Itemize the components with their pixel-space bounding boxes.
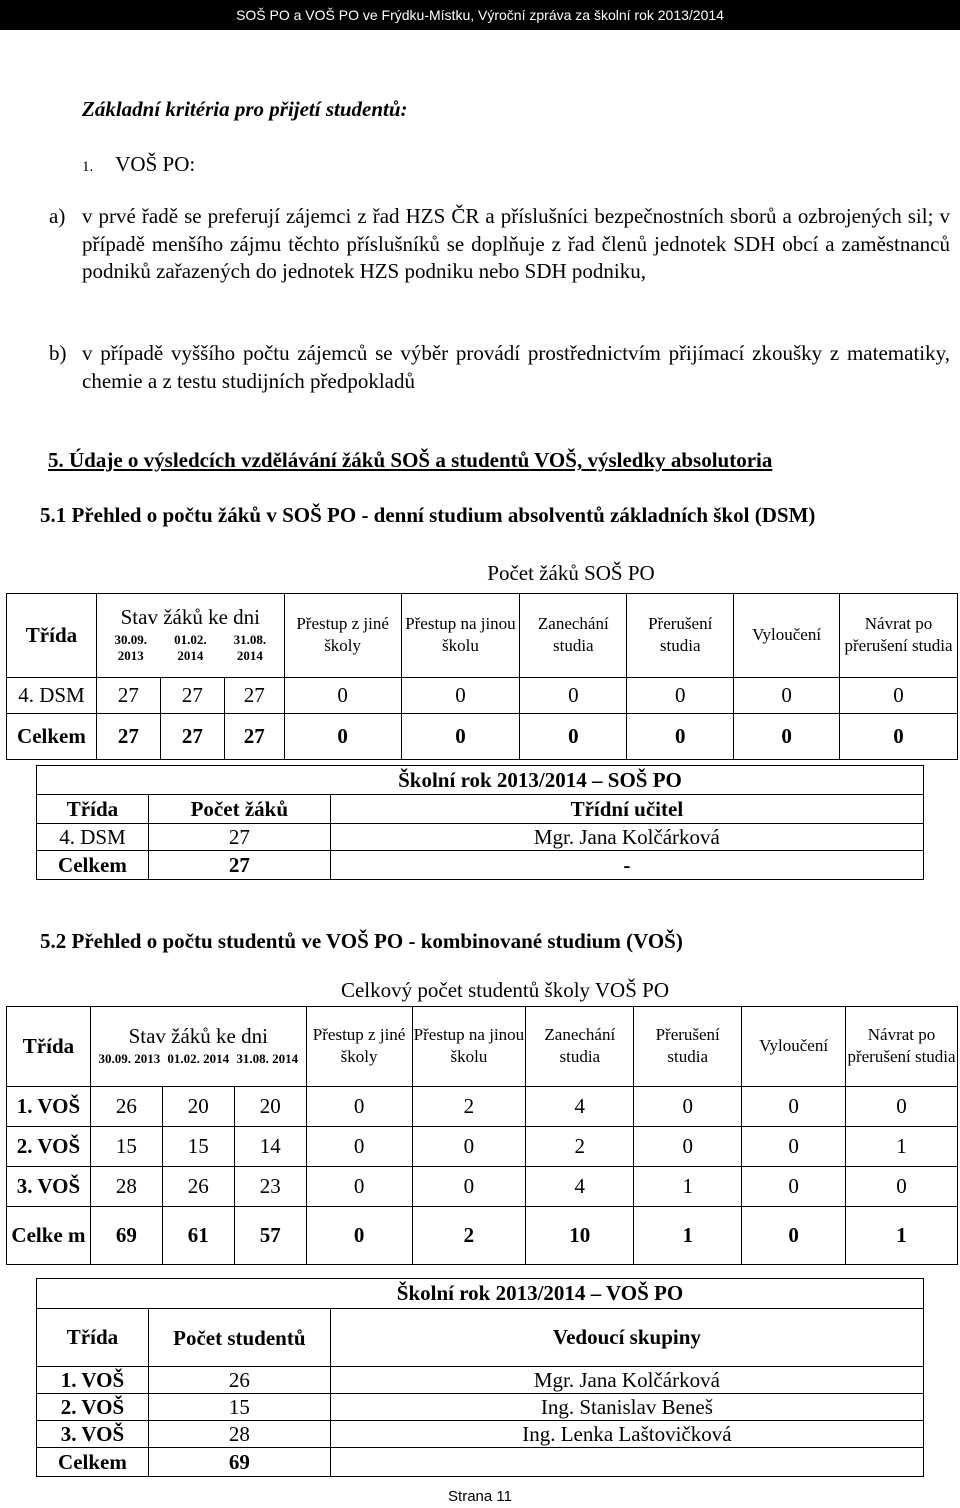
cell: 1 xyxy=(846,1126,958,1166)
vos-student-count-table xyxy=(6,976,958,1265)
cell: 27 xyxy=(160,677,224,713)
cell: 26 xyxy=(90,1086,162,1126)
item-b-label: b) xyxy=(49,341,67,365)
cell: 15 xyxy=(162,1126,234,1166)
cell: 0 xyxy=(284,713,401,759)
cell: Celkem xyxy=(7,713,97,759)
cell: 10 xyxy=(526,1206,634,1264)
cell: 0 xyxy=(401,713,520,759)
cell: Celkem xyxy=(37,851,149,880)
cell: 4. DSM xyxy=(37,824,149,851)
table4-col-pocet: Počet studentů xyxy=(148,1309,330,1367)
criteria-title: Základní kritéria pro přijetí studentů: xyxy=(82,97,408,121)
cell: 1. VOŠ xyxy=(7,1086,91,1126)
cell: 26 xyxy=(148,1367,330,1394)
cell: 0 xyxy=(840,713,958,759)
table-row xyxy=(37,1421,924,1448)
page-number: Strana 11 xyxy=(448,1488,512,1505)
cell: 0 xyxy=(742,1206,846,1264)
cell: 0 xyxy=(627,713,734,759)
cell: 0 xyxy=(306,1086,412,1126)
table3-group-header: Celkový počet studentů školy VOŠ PO xyxy=(340,978,670,1003)
vos-group-leader-table xyxy=(36,1278,924,1477)
table3-date-1: 30.09. 2013 xyxy=(98,1050,161,1066)
cell: 27 xyxy=(148,851,330,880)
table-row xyxy=(7,1126,958,1166)
cell: 15 xyxy=(90,1126,162,1166)
table-row xyxy=(7,677,958,713)
table3-col-vylouceni: Vyloučení xyxy=(742,1006,846,1086)
cell xyxy=(330,1448,923,1477)
table3-col-zanechani: Zanechání studia xyxy=(526,1006,634,1086)
cell: 1 xyxy=(846,1206,958,1264)
cell: - xyxy=(330,851,923,880)
table3-date-2: 01.02. 2014 xyxy=(167,1050,230,1066)
table1-date-2: 01.02. 2014 xyxy=(174,631,207,663)
cell: 2. VOŠ xyxy=(37,1394,149,1421)
table1-col-prestup-z: Přestup z jiné školy xyxy=(284,593,401,677)
sos-student-count-table xyxy=(6,555,958,760)
cell: 27 xyxy=(96,677,160,713)
table4-col-trida: Třída xyxy=(37,1309,149,1367)
criteria-school: VOŠ PO: xyxy=(115,152,196,176)
table-row xyxy=(7,1166,958,1206)
cell: Ing. Lenka Laštovičková xyxy=(330,1421,923,1448)
table2-col-pocet: Počet žáků xyxy=(148,795,330,824)
cell: 4 xyxy=(526,1086,634,1126)
table1-col-trida: Třída xyxy=(7,593,97,677)
cell: 0 xyxy=(627,677,734,713)
cell: 0 xyxy=(734,677,840,713)
cell: 69 xyxy=(148,1448,330,1477)
cell: 15 xyxy=(148,1394,330,1421)
table-row xyxy=(37,1367,924,1394)
cell: 23 xyxy=(234,1166,306,1206)
cell: 2. VOŠ xyxy=(7,1126,91,1166)
table4-col-vedouci: Vedoucí skupiny xyxy=(330,1309,923,1367)
section-5-1-heading: 5.1 Přehled o počtu žáků v SOŠ PO - denní studium absolventů základních škol (DSM) xyxy=(40,503,816,527)
cell: 26 xyxy=(162,1166,234,1206)
criteria-number: 1. xyxy=(82,159,94,175)
item-a-text: v prvé řadě se preferují zájemci z řad HZS ČR a příslušníci bezpečnostních sborů a ozbrojených sil; v případě menšího zájmu těchto příslušníků se doplňuje z řad členů jednotek SDH obcí a zaměstnanců podniků zařazených do jednotek HZS podniku nebo SDH podniku, xyxy=(82,204,950,283)
criteria-item-a xyxy=(49,203,950,286)
cell: 2 xyxy=(526,1126,634,1166)
table1-col-vylouceni: Vyloučení xyxy=(734,593,840,677)
table1-group-header: Počet žáků SOŠ PO xyxy=(487,561,655,586)
cell: 27 xyxy=(160,713,224,759)
table3-date-3: 31.08. 2014 xyxy=(236,1050,299,1066)
cell: Celke m xyxy=(7,1206,91,1264)
running-header: SOŠ PO a VOŠ PO ve Frýdku-Místku, Výroční zpráva za školní rok 2013/2014 xyxy=(0,0,960,30)
table2-title: Školní rok 2013/2014 – SOŠ PO xyxy=(37,766,924,795)
table-total-row xyxy=(37,851,924,880)
table4-title: Školní rok 2013/2014 – VOŠ PO xyxy=(37,1279,924,1309)
table1-date-1: 30.09. 2013 xyxy=(114,631,147,663)
cell: 27 xyxy=(224,713,284,759)
sos-class-teacher-table xyxy=(36,765,924,880)
cell: 4. DSM xyxy=(7,677,97,713)
cell: 27 xyxy=(96,713,160,759)
cell: 0 xyxy=(846,1086,958,1126)
table1-col-preruseni: Přerušení studia xyxy=(627,593,734,677)
cell: 0 xyxy=(520,713,627,759)
cell: Mgr. Jana Kolčárková xyxy=(330,824,923,851)
cell: 0 xyxy=(306,1206,412,1264)
cell: 1 xyxy=(634,1206,742,1264)
cell: 20 xyxy=(234,1086,306,1126)
cell: 61 xyxy=(162,1206,234,1264)
cell: 0 xyxy=(412,1166,526,1206)
cell: 57 xyxy=(234,1206,306,1264)
cell: 69 xyxy=(90,1206,162,1264)
cell: 2 xyxy=(412,1206,526,1264)
cell: 0 xyxy=(284,677,401,713)
cell: 0 xyxy=(742,1126,846,1166)
item-a-label: a) xyxy=(49,204,66,228)
cell: 0 xyxy=(306,1126,412,1166)
table3-stav-label: Stav žáků ke dni xyxy=(128,1023,268,1048)
item-b-text: v případě vyššího počtu zájemců se výběr provádí prostřednictvím přijímací zkoušky z matematiky, chemie a z testu studijních předpokladů xyxy=(82,341,950,393)
table2-col-trida: Třída xyxy=(37,795,149,824)
cell: 4 xyxy=(526,1166,634,1206)
cell: 0 xyxy=(634,1126,742,1166)
table-total-row xyxy=(37,1448,924,1477)
cell: 28 xyxy=(90,1166,162,1206)
table3-col-navrat: Návrat po přerušení studia xyxy=(846,1006,958,1086)
cell: 0 xyxy=(520,677,627,713)
cell: Ing. Stanislav Beneš xyxy=(330,1394,923,1421)
cell: 1. VOŠ xyxy=(37,1367,149,1394)
cell: 2 xyxy=(412,1086,526,1126)
cell: Mgr. Jana Kolčárková xyxy=(330,1367,923,1394)
cell: 0 xyxy=(306,1166,412,1206)
cell: 0 xyxy=(846,1166,958,1206)
table2-col-ucitel: Třídní učitel xyxy=(330,795,923,824)
cell: 28 xyxy=(148,1421,330,1448)
table1-col-zanechani: Zanechání studia xyxy=(520,593,627,677)
cell: 3. VOŠ xyxy=(37,1421,149,1448)
table-total-row xyxy=(7,713,958,759)
table-row xyxy=(7,1086,958,1126)
table3-col-preruseni: Přerušení studia xyxy=(634,1006,742,1086)
cell: 0 xyxy=(734,713,840,759)
table-row xyxy=(37,1394,924,1421)
table1-stav-label: Stav žáků ke dni xyxy=(120,604,261,629)
cell: 27 xyxy=(148,824,330,851)
cell: 0 xyxy=(412,1126,526,1166)
cell: Celkem xyxy=(37,1448,149,1477)
cell: 0 xyxy=(742,1086,846,1126)
cell: 0 xyxy=(401,677,520,713)
table3-col-trida: Třída xyxy=(7,1006,91,1086)
cell: 0 xyxy=(840,677,958,713)
table-row xyxy=(37,824,924,851)
table3-col-prestup-z: Přestup z jiné školy xyxy=(306,1006,412,1086)
cell: 0 xyxy=(742,1166,846,1206)
criteria-school-heading xyxy=(82,152,195,177)
table3-col-stav xyxy=(90,1006,306,1086)
section-5-2-heading: 5.2 Přehled o počtu studentů ve VOŠ PO - kombinované studium (VOŠ) xyxy=(40,929,683,953)
table3-col-prestup-na: Přestup na jinou školu xyxy=(412,1006,526,1086)
table1-col-navrat: Návrat po přerušení studia xyxy=(840,593,958,677)
cell: 0 xyxy=(634,1086,742,1126)
cell: 1 xyxy=(634,1166,742,1206)
criteria-item-b xyxy=(49,340,950,395)
cell: 3. VOŠ xyxy=(7,1166,91,1206)
table1-date-3: 31.08. 2014 xyxy=(233,631,267,663)
cell: 20 xyxy=(162,1086,234,1126)
table-total-row xyxy=(7,1206,958,1264)
cell: 14 xyxy=(234,1126,306,1166)
cell: 27 xyxy=(224,677,284,713)
section-5-heading: 5. Údaje o výsledcích vzdělávání žáků SOŠ a studentů VOŠ, výsledky absolutoria xyxy=(48,448,773,472)
table1-col-stav xyxy=(96,593,284,677)
table1-col-prestup-na: Přestup na jinou školu xyxy=(401,593,520,677)
